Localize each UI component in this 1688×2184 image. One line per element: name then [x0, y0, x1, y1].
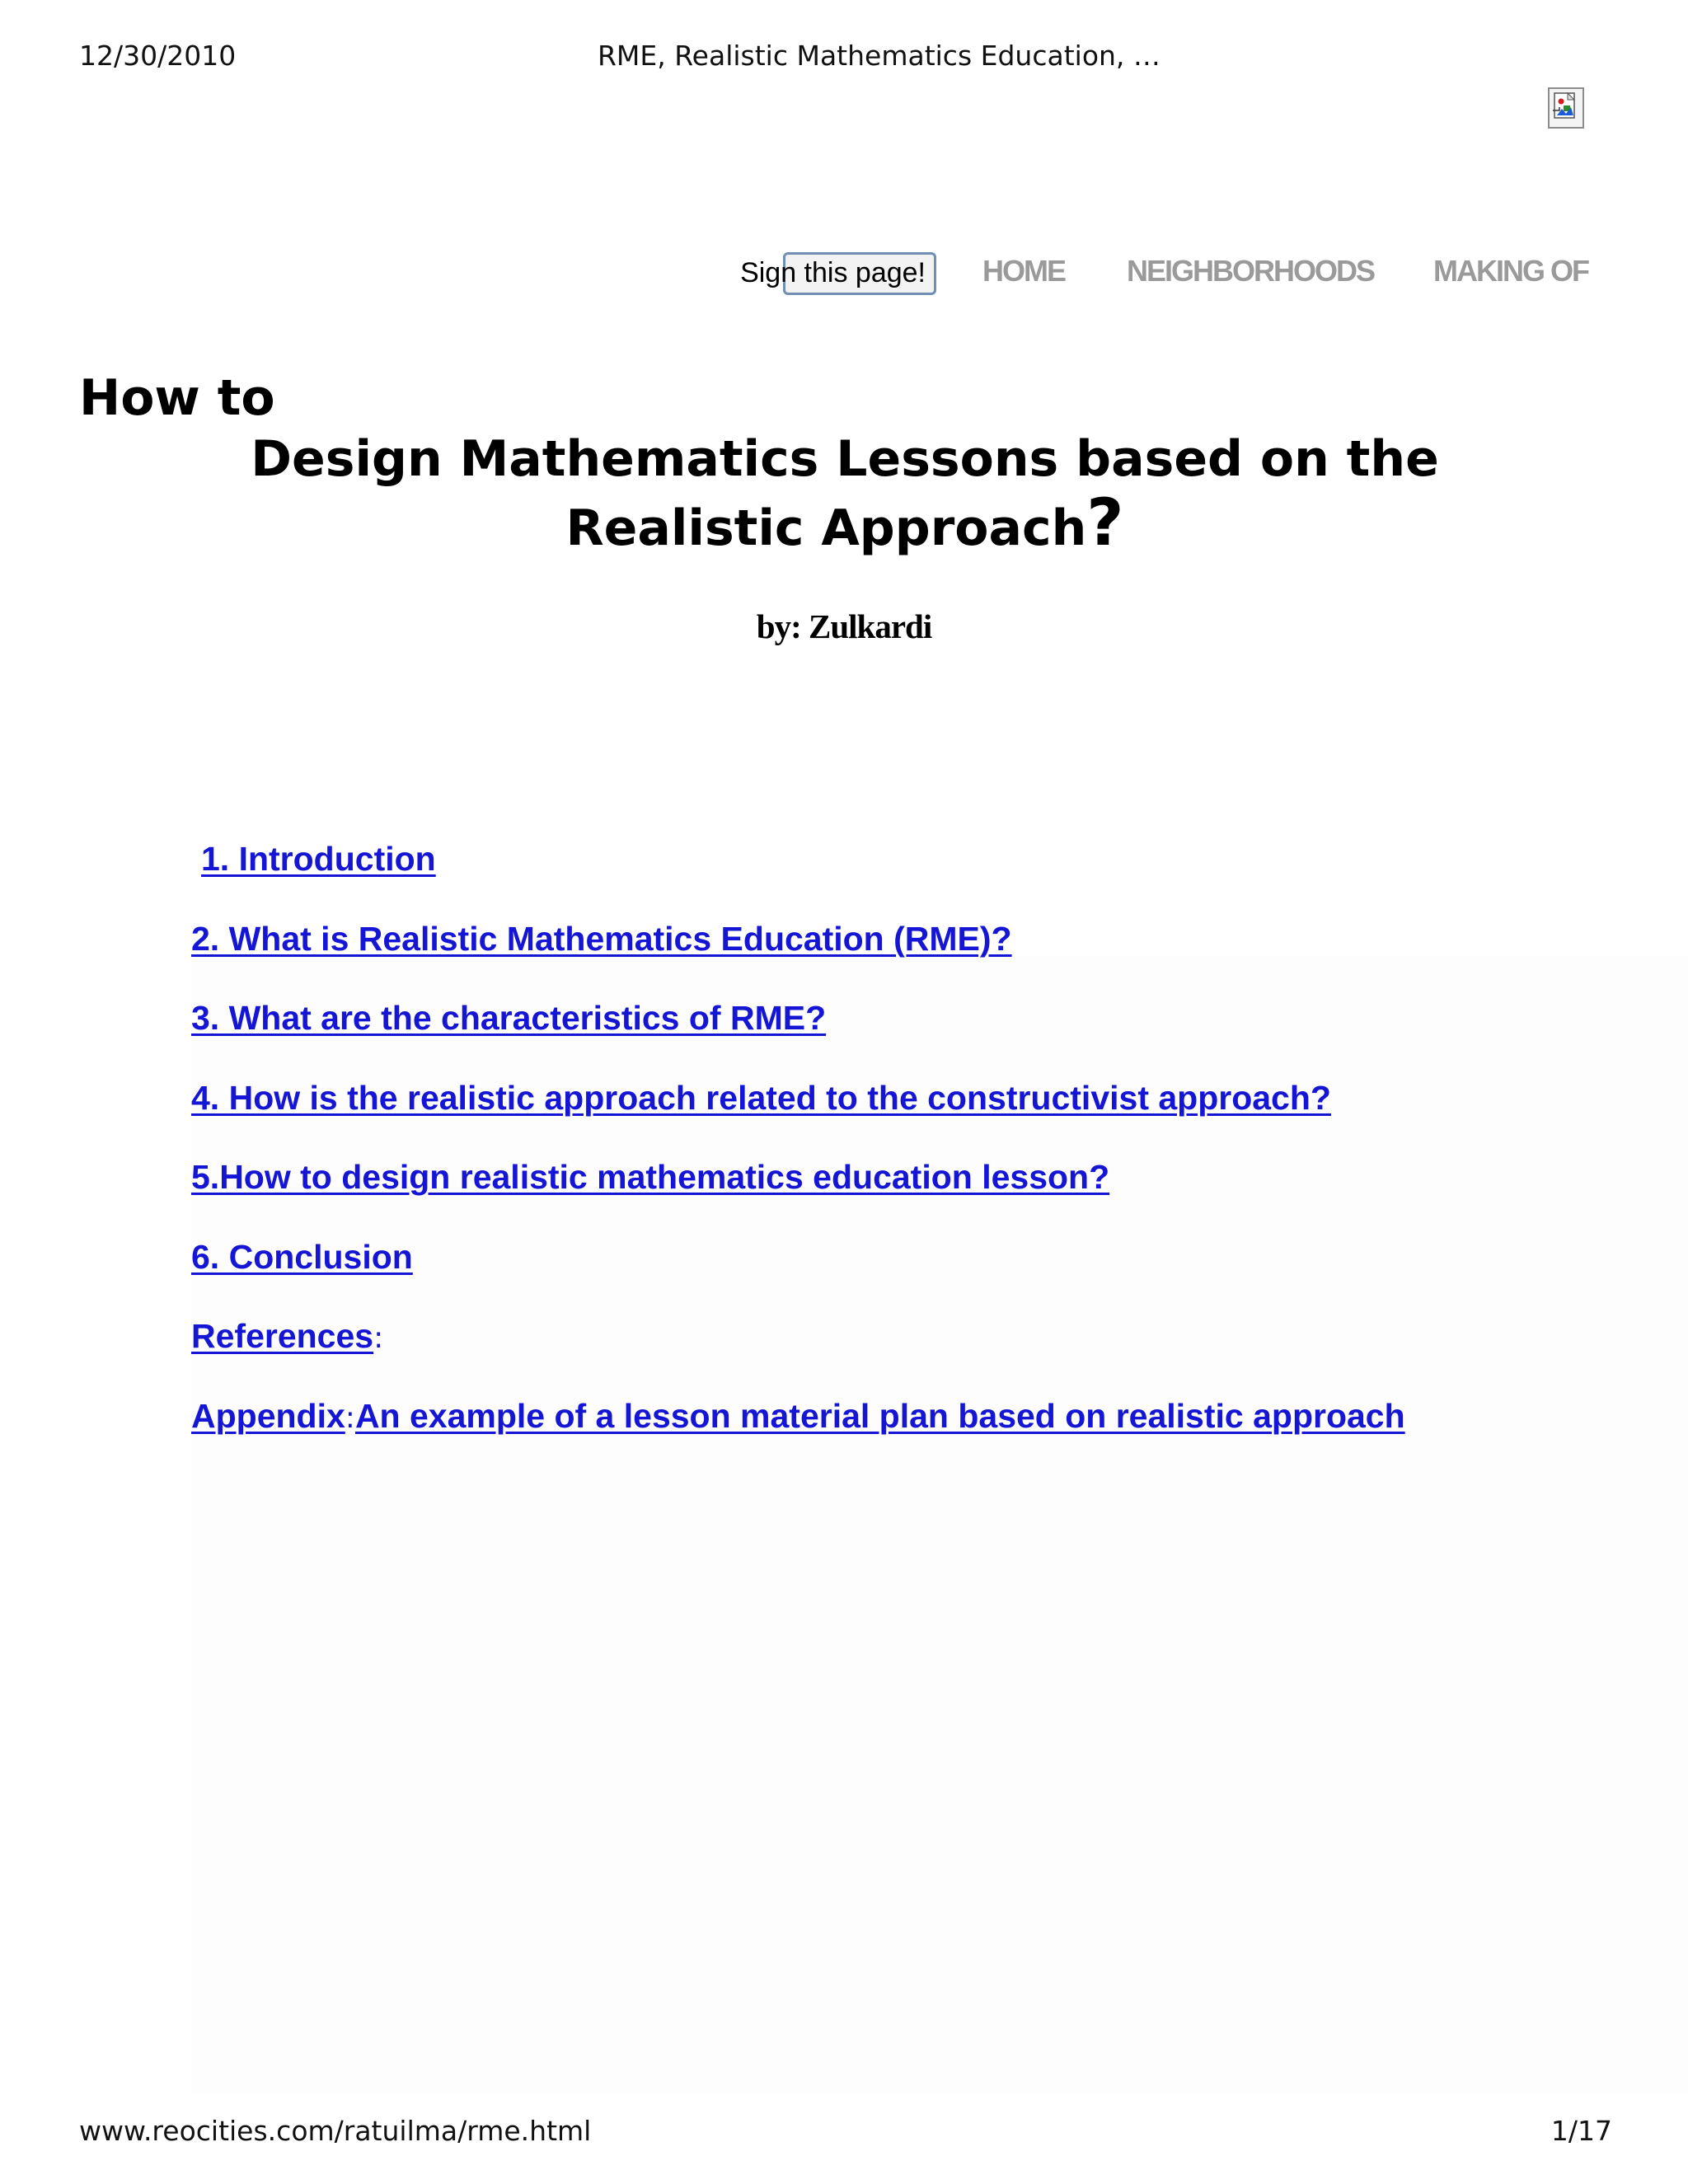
nav-home-link[interactable]: HOME	[982, 254, 1065, 288]
toc-item	[191, 1070, 1405, 1150]
print-page-number: 1/17	[1550, 2115, 1612, 2147]
references-separator: :	[373, 1321, 384, 1355]
toc-link-appendix-description[interactable]: An example of a lesson material plan based on realistic approach	[354, 1396, 1405, 1435]
nav-making-of-link[interactable]: MAKING OF	[1433, 254, 1588, 288]
sign-guestbook-button[interactable]: Sign this page!	[783, 252, 936, 295]
toc-item	[191, 911, 1405, 991]
toc-link-appendix[interactable]: Appendix	[191, 1396, 345, 1435]
title-prefix: How to	[79, 369, 275, 427]
toc-link-design-lesson[interactable]: 5.How to design realistic mathematics education lesson?	[191, 1158, 1110, 1196]
toc-link-what-is-rme[interactable]: 2. What is Realistic Mathematics Education (RME)?	[191, 919, 1012, 958]
toc-item	[191, 1229, 1405, 1309]
author-byline: by: Zulkardi	[756, 607, 932, 645]
page-title	[124, 427, 1566, 560]
toc-link-introduction[interactable]: 1. Introduction	[201, 840, 436, 878]
nav-neighborhoods-link[interactable]: NEIGHBORHOODS	[1127, 254, 1375, 288]
toc-item	[191, 1308, 1405, 1388]
appendix-separator: :	[345, 1400, 355, 1435]
toc-link-references[interactable]: References	[191, 1317, 374, 1355]
toc-link-characteristics[interactable]: 3. What are the characteristics of RME?	[191, 999, 827, 1037]
toc-link-constructivist[interactable]: 4. How is the realistic approach related to the constructivist approach?	[191, 1078, 1331, 1117]
print-page-title: RME, Realistic Mathematics Education, …	[598, 40, 1160, 72]
toc-item	[191, 831, 1405, 911]
print-url: www.reocities.com/ratuilma/rme.html	[79, 2115, 592, 2147]
print-date: 12/30/2010	[79, 40, 237, 72]
page-title-question-mark: ?	[1086, 486, 1124, 560]
toc-item	[191, 1388, 1405, 1468]
toc-item	[191, 1149, 1405, 1229]
toc-link-conclusion[interactable]: 6. Conclusion	[191, 1237, 413, 1276]
page-title-text: Design Mathematics Lessons based on the Realistic Approach	[251, 430, 1439, 557]
table-of-contents	[191, 831, 1405, 1467]
broken-image-icon[interactable]	[1548, 87, 1584, 129]
toc-item	[191, 990, 1405, 1070]
